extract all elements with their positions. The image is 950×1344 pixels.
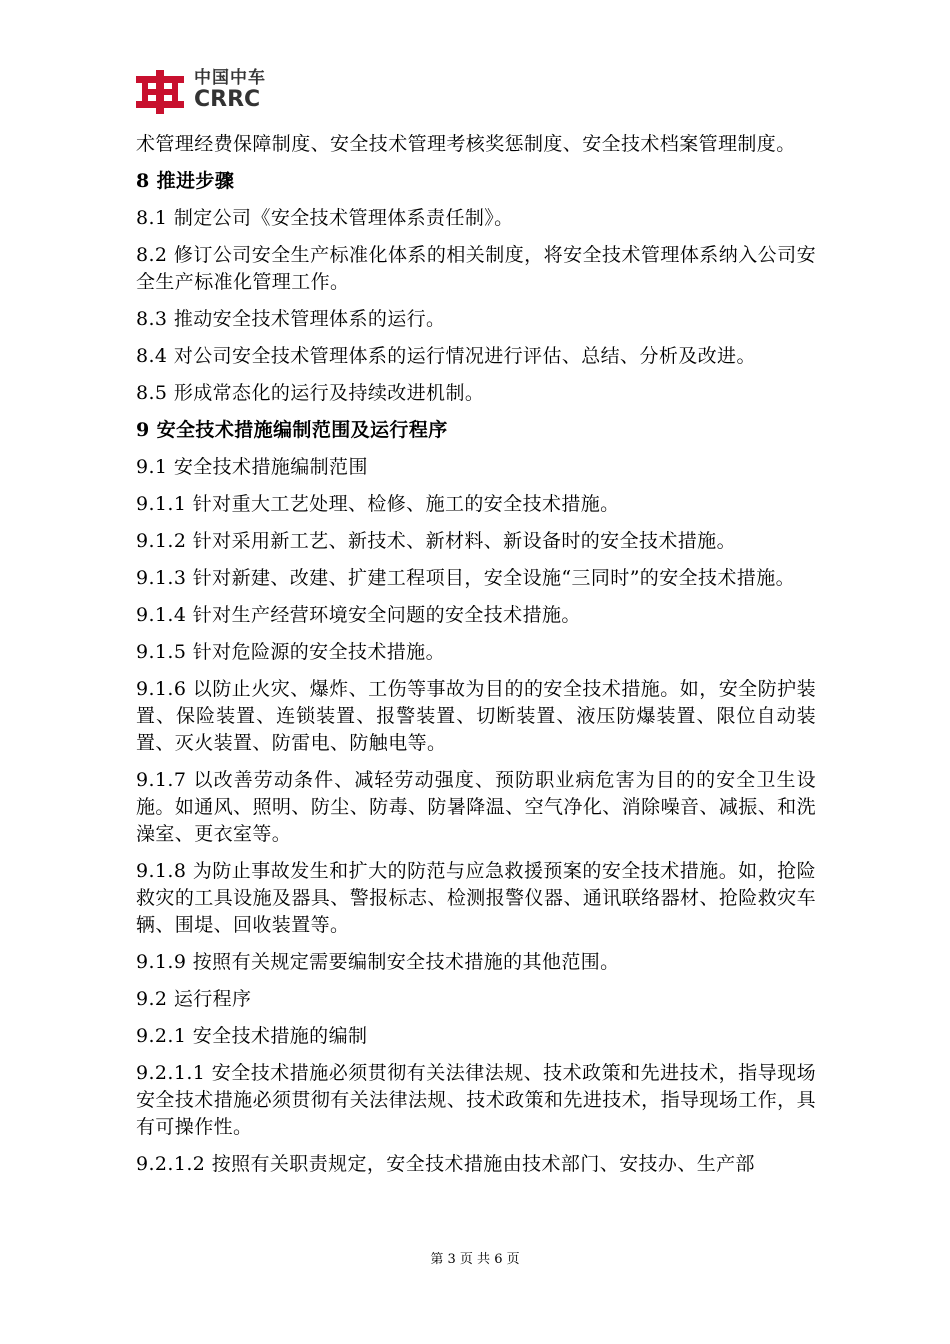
crrc-emblem-icon [136,70,184,114]
section-heading: 8 推进步骤 [136,170,235,192]
paragraph: 9.1.9 按照有关规定需要编制安全技术措施的其他范围。 [136,951,620,973]
paragraph: 9.1.1 针对重大工艺处理、检修、施工的安全技术措施。 [136,493,620,515]
company-logo [136,68,286,118]
paragraph: 9.1.7 以改善劳动条件、减轻劳动强度、预防职业病危害为目的的安全卫生设施。如通风、照明、防尘、防毒、防暑降温、空气净化、消除噪音、减振、和洗澡室、更衣室等。 [136,769,816,845]
paragraph: 9.1.6 以防止火灾、爆炸、工伤等事故为目的的安全技术措施。如，安全防护装置、保险装置、连锁装置、报警装置、切断装置、液压防爆装置、限位自动装置、灭火装置、防雷电、防触电等。 [136,678,816,754]
section-heading: 9 安全技术措施编制范围及运行程序 [136,419,448,441]
paragraph: 9.2.1.2 按照有关职责规定，安全技术措施由技术部门、安技办、生产部 [136,1153,755,1175]
paragraph: 9.1.2 针对采用新工艺、新技术、新材料、新设备时的安全技术措施。 [136,530,736,552]
paragraph: 8.2 修订公司安全生产标准化体系的相关制度，将安全技术管理体系纳入公司安全生产标准化管理工作。 [136,244,816,293]
paragraph: 8.5 形成常态化的运行及持续改进机制。 [136,382,485,404]
document-body [136,131,816,1188]
paragraph: 9.1 安全技术措施编制范围 [136,456,368,478]
logo-english-name: CRRC [194,87,261,112]
paragraph: 9.1.4 针对生产经营环境安全问题的安全技术措施。 [136,604,581,626]
paragraph: 8.4 对公司安全技术管理体系的运行情况进行评估、总结、分析及改进。 [136,345,756,367]
paragraph: 9.1.5 针对危险源的安全技术措施。 [136,641,445,663]
page-number: 第 3 页 共 6 页 [430,1252,520,1267]
logo-text [194,68,266,112]
logo-chinese-name: 中国中车 [194,68,266,88]
paragraph: 9.1.8 为防止事故发生和扩大的防范与应急救援预案的安全技术措施。如，抢险救灾的工具设施及器具、警报标志、检测报警仪器、通讯联络器材、抢险救灾车辆、围堤、回收装置等。 [136,860,816,936]
paragraph: 9.2.1.1 安全技术措施必须贯彻有关法律法规、技术政策和先进技术，指导现场安全技术措施必须贯彻有关法律法规、技术政策和先进技术，指导现场工作，具有可操作性。 [136,1062,816,1138]
paragraph: 9.1.3 针对新建、改建、扩建工程项目，安全设施“三同时”的安全技术措施。 [136,567,796,589]
paragraph: 9.2 运行程序 [136,988,252,1010]
paragraph: 9.2.1 安全技术措施的编制 [136,1025,368,1047]
paragraph: 术管理经费保障制度、安全技术管理考核奖惩制度、安全技术档案管理制度。 [136,133,796,155]
paragraph: 8.3 推动安全技术管理体系的运行。 [136,308,446,330]
paragraph: 8.1 制定公司《安全技术管理体系责任制》。 [136,207,514,229]
